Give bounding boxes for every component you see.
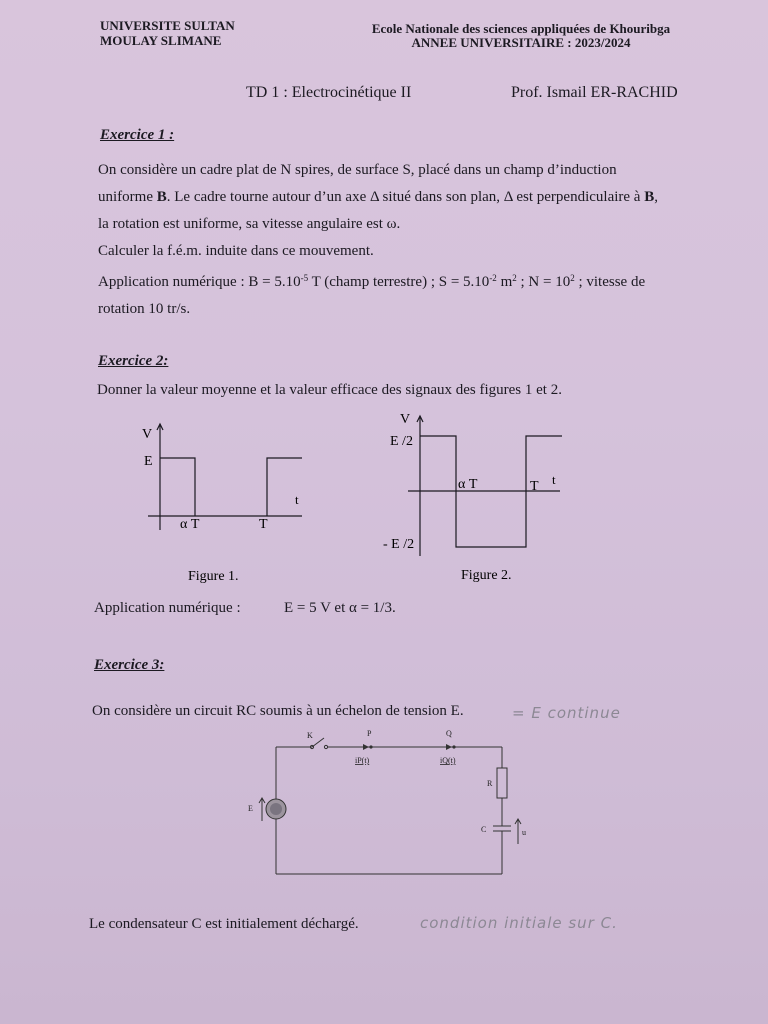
application2-value: E = 5 V et α = 1/3. [284,600,396,616]
exercise1-line3: la rotation est uniforme, sa vitesse angulaire est ω. [98,216,401,232]
fig1-caption: Figure 1. [188,569,239,584]
voltage-source-core [270,803,282,815]
rc-circuit-diagram [238,726,538,886]
ip-label: iP(t) [355,756,370,765]
resistor-symbol [497,768,507,798]
fig1-pulse2 [267,458,302,516]
u-label: u [522,828,526,837]
fig1-t-label: t [295,492,299,507]
e-source-label: E [248,804,253,813]
figure1-diagram [130,418,320,588]
exercise1-line6: rotation 10 tr/s. [98,301,191,317]
switch-contact [324,745,327,748]
fig2-v-label: V [400,412,411,427]
application2-label: Application numérique : [94,600,241,616]
exercise3-heading: Exercice 3: [94,657,165,673]
fig2-neg-label: - E /2 [383,537,415,552]
c-label: C [481,825,487,834]
iq-label: iQ(t) [440,756,456,765]
school-info [356,22,686,50]
td-title: TD 1 : Electrocinétique II [246,84,412,101]
switch-blade [312,738,324,747]
fig1-v-label: V [142,427,153,442]
exercise1-heading: Exercice 1 : [100,127,175,143]
fig1-e-label: E [144,454,153,469]
p-label: P [367,729,372,738]
school-line1: Ecole Nationale des sciences appliquées de Khouribga [371,21,671,36]
fig2-t-label: t [552,472,556,487]
exercise1-line5: Application numérique : $B = 5.10^{-5}$ T (champ terrestre) ; $S = 5.10^{-2}$ $m^2$ ; $N = 10^2$ ; vitesse de [98,273,646,290]
exercise3-intro: On considère un circuit RC soumis à un échelon de tension E. [92,703,464,719]
node-p [369,745,372,748]
exercise1-line2: uniforme B. Le cadre tourne autour d’un axe Δ situé dans son plan, Δ est perpendiculaire à B, [98,189,658,205]
switch-label: K [307,731,313,740]
exercise2-intro: Donner la valeur moyenne et la valeur efficace des signaux des figures 1 et 2. [97,382,562,398]
exercise1-line4: Calculer la f.é.m. induite dans ce mouvement. [98,243,374,259]
fig2-caption: Figure 2. [461,568,512,583]
fig2-pos-label: E /2 [390,434,413,449]
node-q [452,745,455,748]
r-label: R [487,779,493,788]
handwritten-note1: = E continue [512,704,621,722]
exercise2-heading: Exercice 2: [98,353,169,369]
q-label: Q [446,729,452,738]
fig1-at-label: α T [180,517,200,532]
university-line2: MOULAY SLIMANE [100,33,222,48]
fig1-T-label: T [259,517,268,532]
handwritten-note2: condition initiale sur C. [420,914,618,932]
exercise1-text [98,157,658,323]
q-current-marker [446,744,452,750]
p-current-marker [363,744,369,750]
university-line1: UNIVERSITE SULTAN [100,18,235,33]
exercise1-line1: On considère un cadre plat de N spires, de surface S, placé dans un champ d’induction [98,162,617,178]
exercise3-conclusion: Le condensateur C est initialement déchargé. [89,916,359,932]
professor-name: Prof. Ismail ER-RACHID [511,84,678,101]
fig1-pulse1 [160,458,195,516]
fig2-at-label: α T [458,477,478,492]
school-line2: ANNEE UNIVERSITAIRE : 2023/2024 [411,35,631,50]
university-name [100,18,235,48]
fig2-T-label: T [530,479,539,494]
figure2-diagram [378,408,578,588]
